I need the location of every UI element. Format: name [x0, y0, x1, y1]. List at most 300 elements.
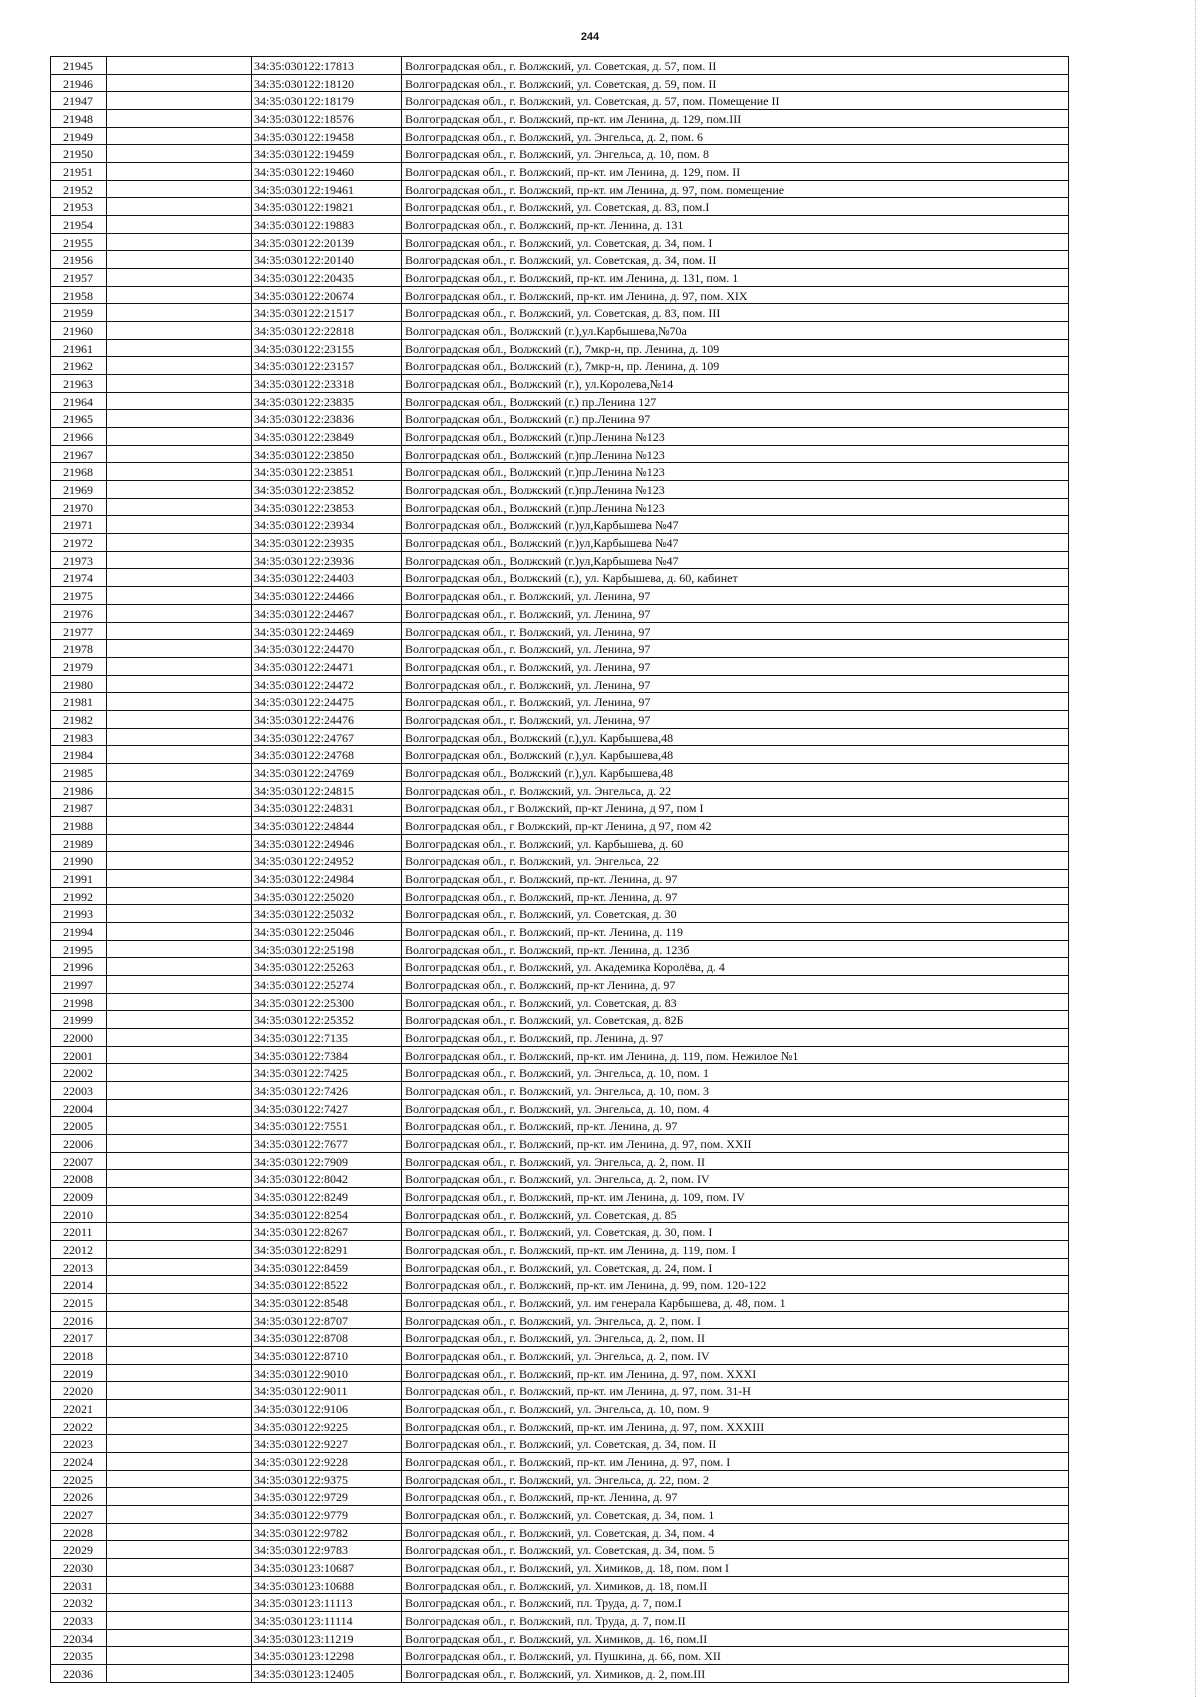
- table-row: [51, 729, 1069, 747]
- empty-cell: [107, 463, 252, 481]
- table-row: [51, 1435, 1069, 1453]
- table-row: [51, 764, 1069, 782]
- address-cell: Волгоградская обл., Волжский (г.) пр.Ленина 127: [402, 393, 1069, 411]
- address-cell: Волгоградская обл., Волжский (г.)ул,Карбышева №47: [402, 516, 1069, 534]
- address-cell: Волгоградская обл., г. Волжский, ул. Советская, д. 59, пом. II: [402, 75, 1069, 93]
- table-row: [51, 958, 1069, 976]
- address-cell: Волгоградская обл., Волжский (г.),ул. Карбышева,48: [402, 746, 1069, 764]
- empty-cell: [107, 835, 252, 853]
- empty-cell: [107, 1647, 252, 1665]
- row-number-cell: 22027: [51, 1506, 107, 1524]
- empty-cell: [107, 110, 252, 128]
- cadastral-number-cell: 34:35:030122:20140: [252, 251, 402, 269]
- cadastral-number-cell: 34:35:030122:19458: [252, 128, 402, 146]
- table-row: [51, 181, 1069, 199]
- table-row: [51, 340, 1069, 358]
- row-number-cell: 21960: [51, 322, 107, 340]
- table-row: [51, 1082, 1069, 1100]
- empty-cell: [107, 446, 252, 464]
- row-number-cell: 22010: [51, 1206, 107, 1224]
- row-number-cell: 22024: [51, 1453, 107, 1471]
- row-number-cell: 21954: [51, 216, 107, 234]
- cadastral-number-cell: 34:35:030122:24475: [252, 693, 402, 711]
- row-number-cell: 21986: [51, 782, 107, 800]
- empty-cell: [107, 958, 252, 976]
- table-row: [51, 1577, 1069, 1595]
- address-cell: Волгоградская обл., г. Волжский, ул. Химиков, д. 18, пом.II: [402, 1577, 1069, 1595]
- table-row: [51, 676, 1069, 694]
- empty-cell: [107, 1577, 252, 1595]
- cadastral-number-cell: 34:35:030122:23851: [252, 463, 402, 481]
- row-number-cell: 21951: [51, 163, 107, 181]
- empty-cell: [107, 304, 252, 322]
- row-number-cell: 21964: [51, 393, 107, 411]
- address-cell: Волгоградская обл., Волжский (г.),ул. Карбышева,48: [402, 729, 1069, 747]
- empty-cell: [107, 870, 252, 888]
- cadastral-number-cell: 34:35:030122:7677: [252, 1135, 402, 1153]
- address-cell: Волгоградская обл., г. Волжский, ул. Советская, д. 83, пом.I: [402, 198, 1069, 216]
- table-row: [51, 870, 1069, 888]
- cadastral-number-cell: 34:35:030122:24476: [252, 711, 402, 729]
- row-number-cell: 21953: [51, 198, 107, 216]
- table-row: [51, 976, 1069, 994]
- cadastral-number-cell: 34:35:030122:24946: [252, 835, 402, 853]
- empty-cell: [107, 1241, 252, 1259]
- row-number-cell: 22013: [51, 1259, 107, 1277]
- cadastral-number-cell: 34:35:030122:24768: [252, 746, 402, 764]
- address-cell: Волгоградская обл., г. Волжский, ул. Ленина, 97: [402, 587, 1069, 605]
- address-cell: Волгоградская обл., г. Волжский, ул. Ленина, 97: [402, 640, 1069, 658]
- row-number-cell: 21991: [51, 870, 107, 888]
- empty-cell: [107, 1188, 252, 1206]
- address-cell: Волгоградская обл., г. Волжский, пр-кт. Ленина, д. 97: [402, 870, 1069, 888]
- table-row: [51, 128, 1069, 146]
- cadastral-number-cell: 34:35:030123:12298: [252, 1647, 402, 1665]
- empty-cell: [107, 128, 252, 146]
- address-cell: Волгоградская обл., г. Волжский, пр-кт. им Ленина, д. 131, пом. 1: [402, 269, 1069, 287]
- table-row: [51, 92, 1069, 110]
- cadastral-number-cell: 34:35:030122:25274: [252, 976, 402, 994]
- table-row: [51, 446, 1069, 464]
- table-row: [51, 375, 1069, 393]
- row-number-cell: 22032: [51, 1594, 107, 1612]
- row-number-cell: 22030: [51, 1559, 107, 1577]
- table-row: [51, 269, 1069, 287]
- address-cell: Волгоградская обл., Волжский (г.), ул.Королева,№14: [402, 375, 1069, 393]
- cadastral-number-cell: 34:35:030122:8522: [252, 1276, 402, 1294]
- cadastral-number-cell: 34:35:030122:7426: [252, 1082, 402, 1100]
- cadastral-number-cell: 34:35:030122:7427: [252, 1100, 402, 1118]
- row-number-cell: 21957: [51, 269, 107, 287]
- address-cell: Волгоградская обл., г. Волжский, ул. Ленина, 97: [402, 693, 1069, 711]
- empty-cell: [107, 145, 252, 163]
- row-number-cell: 21994: [51, 923, 107, 941]
- row-number-cell: 22035: [51, 1647, 107, 1665]
- table-row: [51, 1665, 1069, 1683]
- cadastral-number-cell: 34:35:030122:7909: [252, 1153, 402, 1171]
- cadastral-number-cell: 34:35:030122:23852: [252, 481, 402, 499]
- address-cell: Волгоградская обл., г. Волжский, пр-кт. им Ленина, д. 97, пом. 31-Н: [402, 1382, 1069, 1400]
- cadastral-number-cell: 34:35:030122:23934: [252, 516, 402, 534]
- row-number-cell: 22021: [51, 1400, 107, 1418]
- empty-cell: [107, 92, 252, 110]
- address-cell: Волгоградская обл., г. Волжский, пр-кт. им Ленина, д. 97, пом. XXXIII: [402, 1418, 1069, 1436]
- row-number-cell: 21976: [51, 605, 107, 623]
- empty-cell: [107, 941, 252, 959]
- cadastral-number-cell: 34:35:030122:8042: [252, 1170, 402, 1188]
- table-row: [51, 888, 1069, 906]
- table-row: [51, 428, 1069, 446]
- row-number-cell: 21984: [51, 746, 107, 764]
- row-number-cell: 22029: [51, 1541, 107, 1559]
- table-row: [51, 569, 1069, 587]
- address-cell: Волгоградская обл., Волжский (г.), 7мкр-н, пр. Ленина, д. 109: [402, 357, 1069, 375]
- table-row: [51, 1241, 1069, 1259]
- empty-cell: [107, 1064, 252, 1082]
- cadastral-number-cell: 34:35:030123:10688: [252, 1577, 402, 1595]
- address-cell: Волгоградская обл., г. Волжский, ул. Энгельса, д. 22, пом. 2: [402, 1471, 1069, 1489]
- cadastral-number-cell: 34:35:030122:23836: [252, 410, 402, 428]
- empty-cell: [107, 1047, 252, 1065]
- address-cell: Волгоградская обл., г. Волжский, ул. Советская, д. 34, пом. I: [402, 234, 1069, 252]
- row-number-cell: 22009: [51, 1188, 107, 1206]
- property-register-table: [50, 56, 1069, 1683]
- empty-cell: [107, 782, 252, 800]
- table-row: [51, 1206, 1069, 1224]
- cadastral-number-cell: 34:35:030122:9783: [252, 1541, 402, 1559]
- row-number-cell: 21989: [51, 835, 107, 853]
- table-row: [51, 1047, 1069, 1065]
- table-row: [51, 923, 1069, 941]
- table-row: [51, 1382, 1069, 1400]
- cadastral-number-cell: 34:35:030122:22818: [252, 322, 402, 340]
- table-row: [51, 1188, 1069, 1206]
- address-cell: Волгоградская обл., г. Волжский, ул. Советская, д. 34, пом. II: [402, 1435, 1069, 1453]
- row-number-cell: 21961: [51, 340, 107, 358]
- table-row: [51, 1453, 1069, 1471]
- cadastral-number-cell: 34:35:030122:8459: [252, 1259, 402, 1277]
- cadastral-number-cell: 34:35:030122:19821: [252, 198, 402, 216]
- empty-cell: [107, 852, 252, 870]
- address-cell: Волгоградская обл., г. Волжский, ул. Академика Королёва, д. 4: [402, 958, 1069, 976]
- address-cell: Волгоградская обл., г. Волжский, пр-кт. им Ленина, д. 109, пом. IV: [402, 1188, 1069, 1206]
- row-number-cell: 21988: [51, 817, 107, 835]
- row-number-cell: 21962: [51, 357, 107, 375]
- table-row: [51, 799, 1069, 817]
- table-row: [51, 587, 1069, 605]
- table-row: [51, 1135, 1069, 1153]
- table-row: [51, 304, 1069, 322]
- empty-cell: [107, 287, 252, 305]
- table-row: [51, 1647, 1069, 1665]
- empty-cell: [107, 1365, 252, 1383]
- cadastral-number-cell: 34:35:030123:10687: [252, 1559, 402, 1577]
- row-number-cell: 21997: [51, 976, 107, 994]
- cadastral-number-cell: 34:35:030122:24952: [252, 852, 402, 870]
- cadastral-number-cell: 34:35:030122:24767: [252, 729, 402, 747]
- empty-cell: [107, 1471, 252, 1489]
- row-number-cell: 21966: [51, 428, 107, 446]
- table-row: [51, 234, 1069, 252]
- address-cell: Волгоградская обл., г. Волжский, пр. Ленина, д. 97: [402, 1029, 1069, 1047]
- cadastral-number-cell: 34:35:030122:7384: [252, 1047, 402, 1065]
- row-number-cell: 21965: [51, 410, 107, 428]
- empty-cell: [107, 357, 252, 375]
- row-number-cell: 22006: [51, 1135, 107, 1153]
- address-cell: Волгоградская обл., г. Волжский, ул. Энгельса, д. 10, пом. 1: [402, 1064, 1069, 1082]
- address-cell: Волгоградская обл., г. Волжский, пр-кт. Ленина, д. 131: [402, 216, 1069, 234]
- empty-cell: [107, 569, 252, 587]
- table-row: [51, 1259, 1069, 1277]
- row-number-cell: 21968: [51, 463, 107, 481]
- table-row: [51, 782, 1069, 800]
- cadastral-number-cell: 34:35:030122:18120: [252, 75, 402, 93]
- address-cell: Волгоградская обл., г. Волжский, ул. Энгельса, д. 10, пом. 4: [402, 1100, 1069, 1118]
- address-cell: Волгоградская обл., г. Волжский, ул. Советская, д. 57, пом. II: [402, 57, 1069, 75]
- cadastral-number-cell: 34:35:030122:8249: [252, 1188, 402, 1206]
- table-row: [51, 1347, 1069, 1365]
- cadastral-number-cell: 34:35:030122:19461: [252, 181, 402, 199]
- cadastral-number-cell: 34:35:030122:24984: [252, 870, 402, 888]
- table-row: [51, 410, 1069, 428]
- address-cell: Волгоградская обл., г. Волжский, ул. Советская, д. 83, пом. III: [402, 304, 1069, 322]
- address-cell: Волгоградская обл., Волжский (г.)пр.Ленина №123: [402, 463, 1069, 481]
- empty-cell: [107, 234, 252, 252]
- empty-cell: [107, 817, 252, 835]
- row-number-cell: 22022: [51, 1418, 107, 1436]
- empty-cell: [107, 994, 252, 1012]
- cadastral-number-cell: 34:35:030122:24844: [252, 817, 402, 835]
- empty-cell: [107, 1029, 252, 1047]
- row-number-cell: 22011: [51, 1223, 107, 1241]
- address-cell: Волгоградская обл., г. Волжский, пл. Труда, д. 7, пом.I: [402, 1594, 1069, 1612]
- row-number-cell: 22026: [51, 1488, 107, 1506]
- address-cell: Волгоградская обл., Волжский (г.), ул. Карбышева, д. 60, кабинет: [402, 569, 1069, 587]
- cadastral-number-cell: 34:35:030122:24403: [252, 569, 402, 587]
- table-row: [51, 711, 1069, 729]
- address-cell: Волгоградская обл., г. Волжский, ул. Ленина, 97: [402, 658, 1069, 676]
- cadastral-number-cell: 34:35:030122:8291: [252, 1241, 402, 1259]
- table-row: [51, 1594, 1069, 1612]
- empty-cell: [107, 1276, 252, 1294]
- address-cell: Волгоградская обл., г Волжский, пр-кт Ленина, д 97, пом I: [402, 799, 1069, 817]
- table-row: [51, 1524, 1069, 1542]
- row-number-cell: 22019: [51, 1365, 107, 1383]
- row-number-cell: 21950: [51, 145, 107, 163]
- empty-cell: [107, 481, 252, 499]
- row-number-cell: 22012: [51, 1241, 107, 1259]
- page-number: 244: [580, 31, 600, 43]
- address-cell: Волгоградская обл., г. Волжский, ул. Энгельса, д. 2, пом. I: [402, 1312, 1069, 1330]
- row-number-cell: 21955: [51, 234, 107, 252]
- cadastral-number-cell: 34:35:030122:9011: [252, 1382, 402, 1400]
- row-number-cell: 21977: [51, 623, 107, 641]
- table-row: [51, 1312, 1069, 1330]
- cadastral-number-cell: 34:35:030123:11113: [252, 1594, 402, 1612]
- table-row: [51, 216, 1069, 234]
- row-number-cell: 21978: [51, 640, 107, 658]
- address-cell: Волгоградская обл., г. Волжский, ул. Энгельса, д. 10, пом. 8: [402, 145, 1069, 163]
- empty-cell: [107, 658, 252, 676]
- cadastral-number-cell: 34:35:030122:19460: [252, 163, 402, 181]
- empty-cell: [107, 375, 252, 393]
- row-number-cell: 21945: [51, 57, 107, 75]
- empty-cell: [107, 1665, 252, 1683]
- row-number-cell: 21981: [51, 693, 107, 711]
- empty-cell: [107, 923, 252, 941]
- cadastral-number-cell: 34:35:030122:9225: [252, 1418, 402, 1436]
- address-cell: Волгоградская обл., г. Волжский, ул. Энгельса, д. 2, пом. II: [402, 1329, 1069, 1347]
- table-row: [51, 198, 1069, 216]
- address-cell: Волгоградская обл., Волжский (г.), 7мкр-н, пр. Ленина, д. 109: [402, 340, 1069, 358]
- address-cell: Волгоградская обл., Волжский (г.)ул,Карбышева №47: [402, 534, 1069, 552]
- cadastral-number-cell: 34:35:030122:23318: [252, 375, 402, 393]
- cadastral-number-cell: 34:35:030122:9228: [252, 1453, 402, 1471]
- table-row: [51, 1153, 1069, 1171]
- empty-cell: [107, 1524, 252, 1542]
- row-number-cell: 21971: [51, 516, 107, 534]
- row-number-cell: 22018: [51, 1347, 107, 1365]
- cadastral-number-cell: 34:35:030122:23849: [252, 428, 402, 446]
- table-row: [51, 994, 1069, 1012]
- address-cell: Волгоградская обл., г. Волжский, пл. Труда, д. 7, пом.II: [402, 1612, 1069, 1630]
- cadastral-number-cell: 34:35:030122:25198: [252, 941, 402, 959]
- table-row: [51, 1011, 1069, 1029]
- address-cell: Волгоградская обл., Волжский (г.)пр.Ленина №123: [402, 499, 1069, 517]
- empty-cell: [107, 1400, 252, 1418]
- empty-cell: [107, 1153, 252, 1171]
- row-number-cell: 22036: [51, 1665, 107, 1683]
- cadastral-number-cell: 34:35:030122:24472: [252, 676, 402, 694]
- row-number-cell: 22020: [51, 1382, 107, 1400]
- row-number-cell: 21963: [51, 375, 107, 393]
- address-cell: Волгоградская обл., г Волжский, пр-кт Ленина, д 97, пом 42: [402, 817, 1069, 835]
- address-cell: Волгоградская обл., Волжский (г.),ул.Карбышева,№70а: [402, 322, 1069, 340]
- address-cell: Волгоградская обл., г. Волжский, пр-кт. им Ленина, д. 129, пом.III: [402, 110, 1069, 128]
- row-number-cell: 21979: [51, 658, 107, 676]
- cadastral-number-cell: 34:35:030122:21517: [252, 304, 402, 322]
- cadastral-number-cell: 34:35:030122:20674: [252, 287, 402, 305]
- table-row: [51, 1100, 1069, 1118]
- empty-cell: [107, 1630, 252, 1648]
- empty-cell: [107, 640, 252, 658]
- address-cell: Волгоградская обл., г. Волжский, пр-кт Ленина, д. 97: [402, 976, 1069, 994]
- row-number-cell: 21999: [51, 1011, 107, 1029]
- address-cell: Волгоградская обл., Волжский (г.),ул. Карбышева,48: [402, 764, 1069, 782]
- address-cell: Волгоградская обл., г. Волжский, ул. Советская, д. 85: [402, 1206, 1069, 1224]
- address-cell: Волгоградская обл., г. Волжский, ул. Советская, д. 24, пом. I: [402, 1259, 1069, 1277]
- empty-cell: [107, 1329, 252, 1347]
- row-number-cell: 22033: [51, 1612, 107, 1630]
- cadastral-number-cell: 34:35:030122:9227: [252, 1435, 402, 1453]
- cadastral-number-cell: 34:35:030122:23850: [252, 446, 402, 464]
- table-row: [51, 499, 1069, 517]
- empty-cell: [107, 181, 252, 199]
- empty-cell: [107, 216, 252, 234]
- address-cell: Волгоградская обл., Волжский (г.)пр.Ленина №123: [402, 481, 1069, 499]
- table-row: [51, 251, 1069, 269]
- cadastral-number-cell: 34:35:030122:23935: [252, 534, 402, 552]
- address-cell: Волгоградская обл., г. Волжский, ул. Советская, д. 30, пом. I: [402, 1223, 1069, 1241]
- cadastral-number-cell: 34:35:030122:24467: [252, 605, 402, 623]
- cadastral-number-cell: 34:35:030122:24471: [252, 658, 402, 676]
- row-number-cell: 22023: [51, 1435, 107, 1453]
- cadastral-number-cell: 34:35:030122:25032: [252, 905, 402, 923]
- empty-cell: [107, 1506, 252, 1524]
- table-row: [51, 463, 1069, 481]
- cadastral-number-cell: 34:35:030122:7135: [252, 1029, 402, 1047]
- empty-cell: [107, 764, 252, 782]
- row-number-cell: 21996: [51, 958, 107, 976]
- table-row: [51, 640, 1069, 658]
- empty-cell: [107, 1011, 252, 1029]
- empty-cell: [107, 1559, 252, 1577]
- address-cell: Волгоградская обл., г. Волжский, ул. Энгельса, д. 2, пом. IV: [402, 1347, 1069, 1365]
- cadastral-number-cell: 34:35:030122:18576: [252, 110, 402, 128]
- cadastral-number-cell: 34:35:030122:19459: [252, 145, 402, 163]
- empty-cell: [107, 976, 252, 994]
- table-row: [51, 145, 1069, 163]
- row-number-cell: 21952: [51, 181, 107, 199]
- row-number-cell: 21987: [51, 799, 107, 817]
- table-row: [51, 287, 1069, 305]
- address-cell: Волгоградская обл., г. Волжский, ул. Пушкина, д. 66, пом. XII: [402, 1647, 1069, 1665]
- empty-cell: [107, 676, 252, 694]
- cadastral-number-cell: 34:35:030122:23155: [252, 340, 402, 358]
- empty-cell: [107, 1541, 252, 1559]
- row-number-cell: 22002: [51, 1064, 107, 1082]
- address-cell: Волгоградская обл., г. Волжский, ул. Советская, д. 30: [402, 905, 1069, 923]
- address-cell: Волгоградская обл., г. Волжский, пр-кт. им Ленина, д. 97, пом. XXXI: [402, 1365, 1069, 1383]
- table-row: [51, 746, 1069, 764]
- empty-cell: [107, 1223, 252, 1241]
- table-row: [51, 1541, 1069, 1559]
- address-cell: Волгоградская обл., г. Волжский, ул. Советская, д. 34, пом. 1: [402, 1506, 1069, 1524]
- empty-cell: [107, 905, 252, 923]
- cadastral-number-cell: 34:35:030122:24815: [252, 782, 402, 800]
- cadastral-number-cell: 34:35:030122:7425: [252, 1064, 402, 1082]
- table-row: [51, 1064, 1069, 1082]
- cadastral-number-cell: 34:35:030122:23853: [252, 499, 402, 517]
- address-cell: Волгоградская обл., г. Волжский, пр-кт. им Ленина, д. 97, пом. XXII: [402, 1135, 1069, 1153]
- row-number-cell: 21998: [51, 994, 107, 1012]
- empty-cell: [107, 1418, 252, 1436]
- table-row: [51, 1294, 1069, 1312]
- table-row: [51, 75, 1069, 93]
- table-row: [51, 1170, 1069, 1188]
- row-number-cell: 21982: [51, 711, 107, 729]
- row-number-cell: 21956: [51, 251, 107, 269]
- address-cell: Волгоградская обл., Волжский (г.) пр.Ленина 97: [402, 410, 1069, 428]
- table-row: [51, 1117, 1069, 1135]
- table-row: [51, 1029, 1069, 1047]
- address-cell: Волгоградская обл., г. Волжский, ул. Советская, д. 82Б: [402, 1011, 1069, 1029]
- empty-cell: [107, 1382, 252, 1400]
- empty-cell: [107, 552, 252, 570]
- cadastral-number-cell: 34:35:030122:9106: [252, 1400, 402, 1418]
- address-cell: Волгоградская обл., г. Волжский, пр-кт. Ленина, д. 97: [402, 888, 1069, 906]
- table-row: [51, 623, 1069, 641]
- address-cell: Волгоградская обл., г. Волжский, ул. Советская, д. 34, пом. II: [402, 251, 1069, 269]
- address-cell: Волгоградская обл., г. Волжский, пр-кт. им Ленина, д. 97, пом. помещение: [402, 181, 1069, 199]
- table-row: [51, 941, 1069, 959]
- cadastral-number-cell: 34:35:030122:25046: [252, 923, 402, 941]
- address-cell: Волгоградская обл., г. Волжский, пр-кт. им Ленина, д. 97, пом. I: [402, 1453, 1069, 1471]
- cadastral-number-cell: 34:35:030122:24469: [252, 623, 402, 641]
- empty-cell: [107, 340, 252, 358]
- table-row: [51, 516, 1069, 534]
- table-row: [51, 163, 1069, 181]
